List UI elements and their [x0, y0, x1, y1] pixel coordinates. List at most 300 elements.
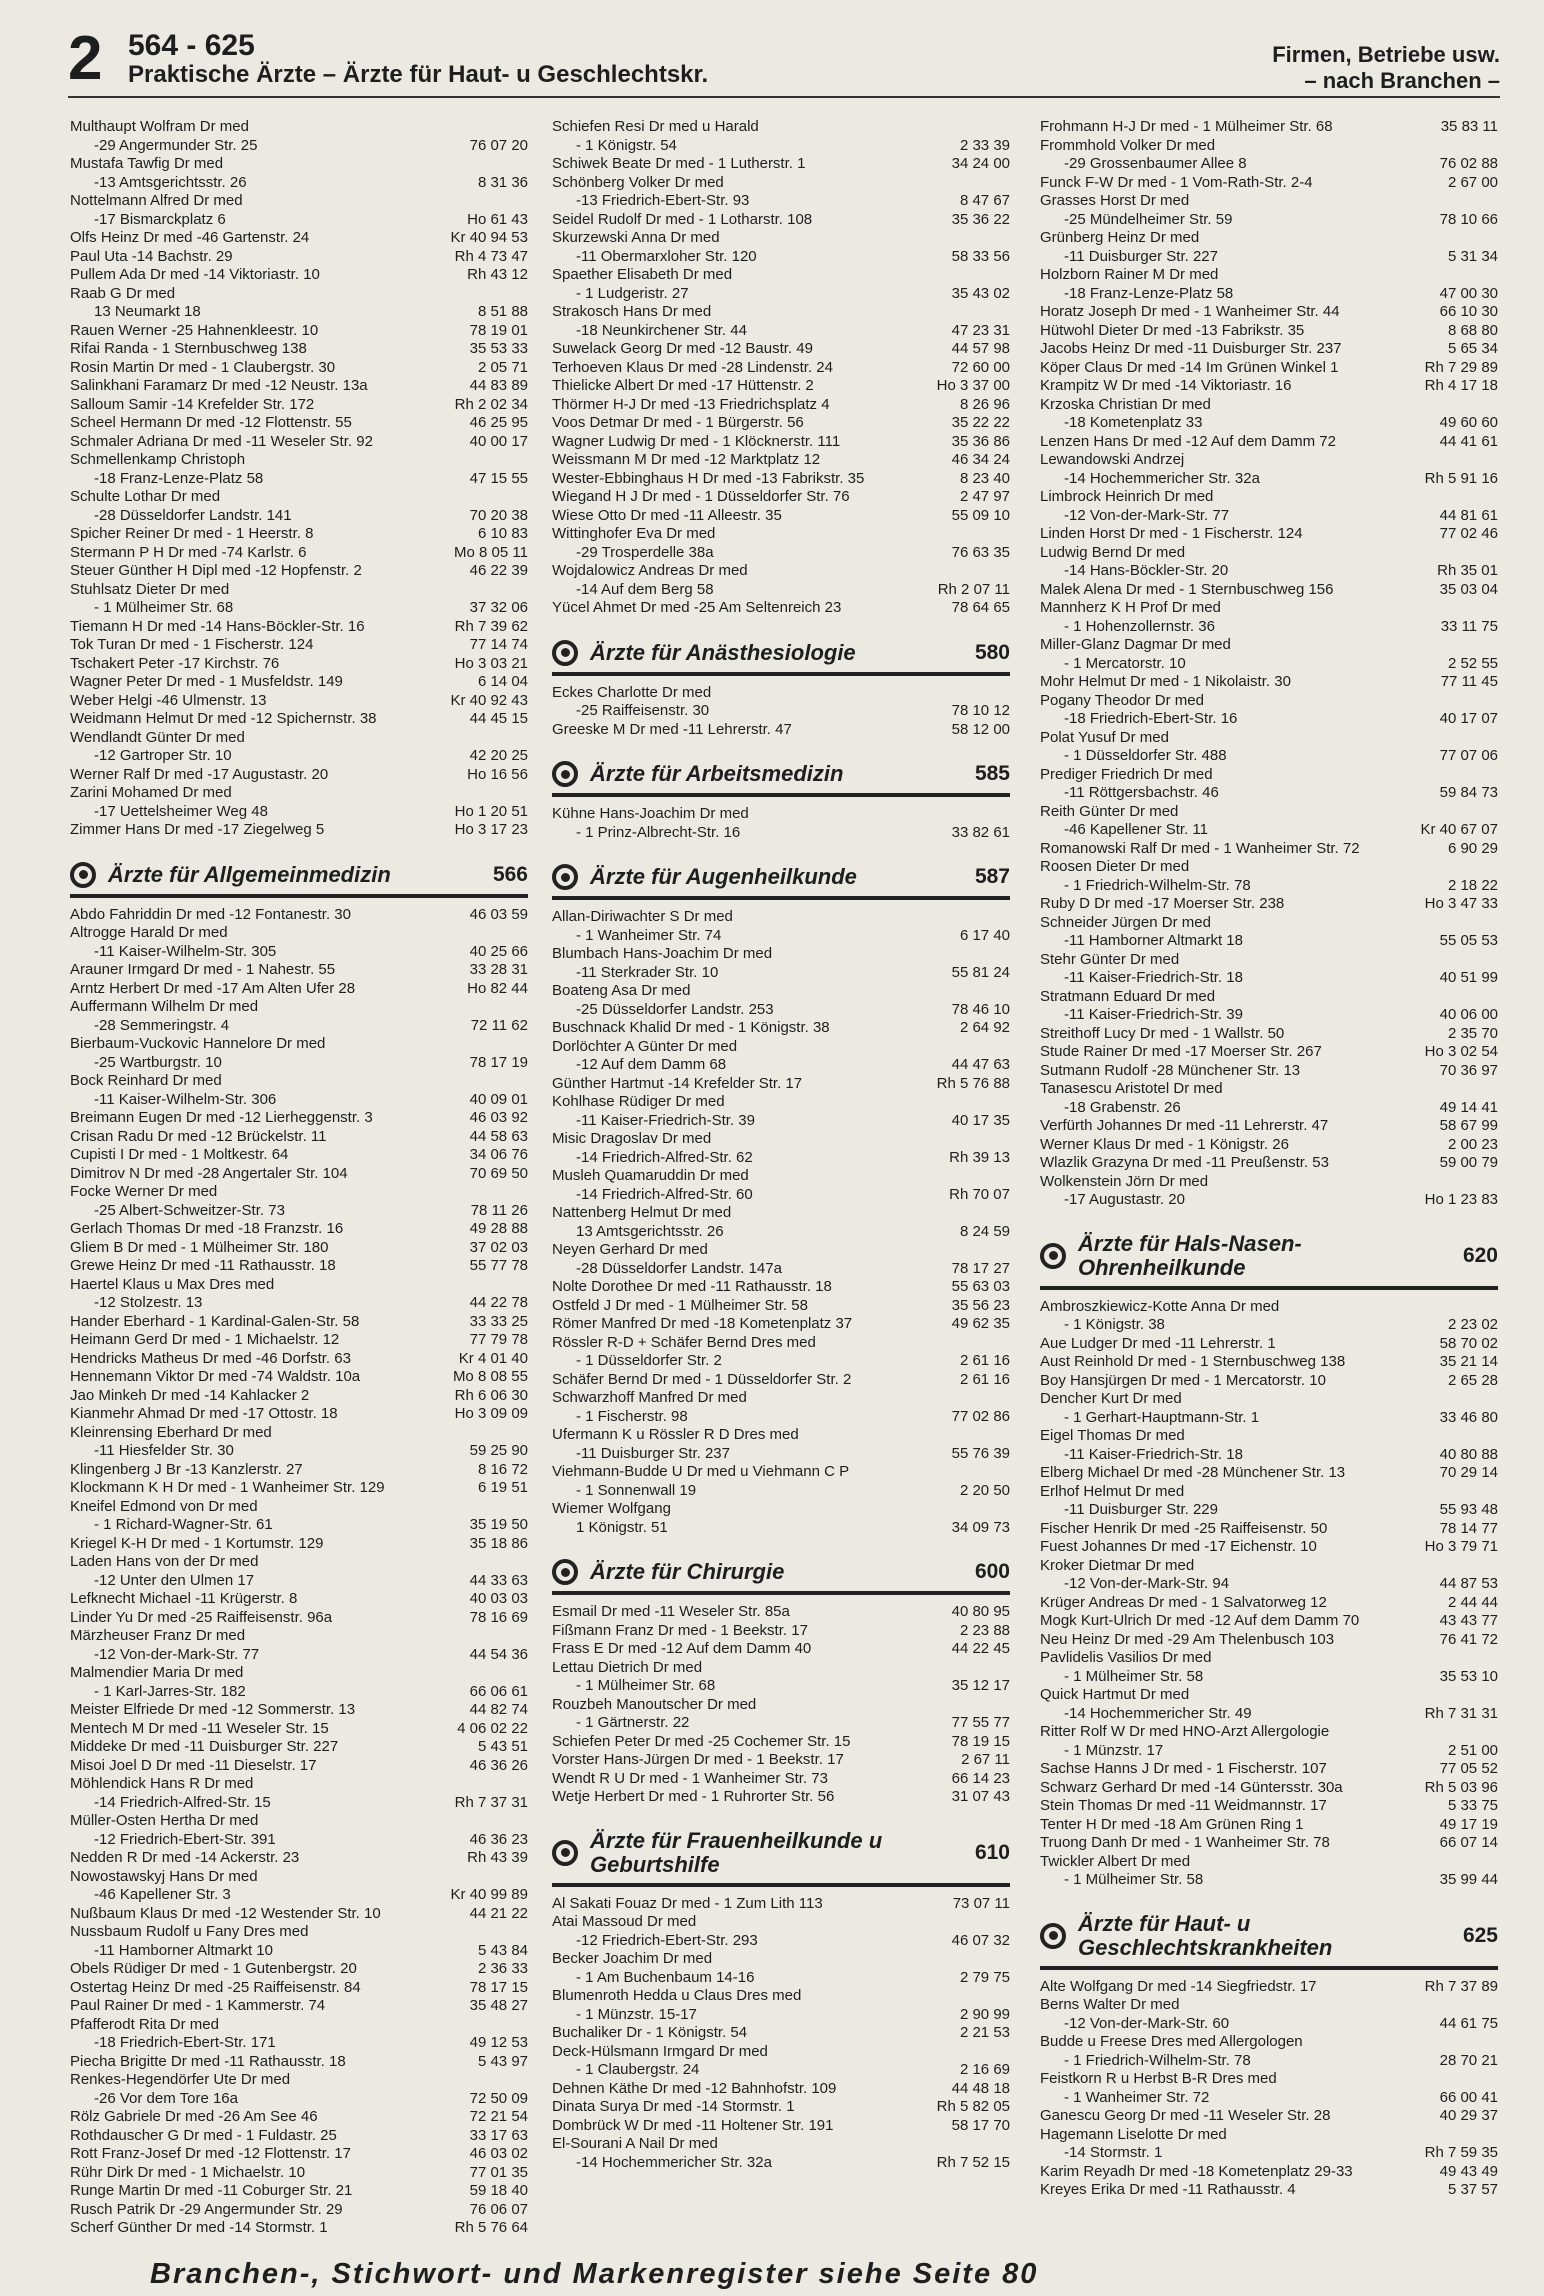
- phone-number: 40 25 66: [469, 942, 528, 960]
- phone-number: 35 22 22: [951, 414, 1010, 431]
- listing-text: Mentech M Dr med -11 Weseler Str. 15: [70, 1719, 329, 1737]
- listing-name-line: [70, 525, 528, 544]
- listing-name-line: [70, 1757, 528, 1776]
- listing-entry: [70, 1109, 528, 1128]
- listing-text: Linden Horst Dr med - 1 Fischerstr. 124: [1040, 525, 1303, 542]
- phone-number: 33 17 63: [469, 2126, 528, 2144]
- listing-entry: [552, 2117, 1010, 2136]
- phone-number: Rh 7 59 35: [1424, 2144, 1498, 2161]
- listing-name-line: [552, 1093, 1010, 1112]
- listing-name-line: [552, 1696, 1010, 1715]
- listing-text: -14 Stormstr. 1: [1064, 2144, 1163, 2161]
- listing-text: Hander Eberhard - 1 Kardinal-Galen-Str. 58: [70, 1312, 360, 1330]
- listing-address-line: [1040, 877, 1498, 896]
- listing-entry: [552, 229, 1010, 266]
- listing-name-line: [1040, 1538, 1498, 1557]
- listing-entry: [1040, 192, 1498, 229]
- listing-entry: [552, 414, 1010, 433]
- target-bullet-icon: [70, 862, 96, 888]
- listing-name-line: [70, 692, 528, 711]
- listing-name-line: [552, 2080, 1010, 2099]
- listing-entry: [552, 1371, 1010, 1390]
- listing-entry: [70, 1183, 528, 1220]
- phone-number: 2 23 02: [1447, 1316, 1498, 1333]
- listing-entry: [70, 285, 528, 322]
- listing-name-line: [552, 359, 1010, 378]
- listing-name-line: [70, 1072, 528, 1091]
- listing-text: Tiemann H Dr med -14 Hans-Böckler-Str. 16: [70, 617, 365, 635]
- listing-name-line: [552, 1770, 1010, 1789]
- listing-text: Elberg Michael Dr med -28 Münchener Str. 13: [1040, 1464, 1346, 1481]
- phone-number: Rh 4 73 47: [454, 247, 528, 265]
- listing-name-line: [70, 1701, 528, 1720]
- listing-text: Tanasescu Aristotel Dr med: [1040, 1080, 1223, 1097]
- listing-address-line: [1040, 2089, 1498, 2108]
- listing-entry: [70, 906, 528, 925]
- listing-text: Schiwek Beate Dr med - 1 Lutherstr. 1: [552, 155, 806, 172]
- listing-text: Grewe Heinz Dr med -11 Rathausstr. 18: [70, 1257, 336, 1274]
- listing-entry: [70, 2053, 528, 2072]
- footer-note: Branchen-, Stichwort- und Markenregister siehe Seite 80: [150, 2258, 1039, 2290]
- listing-text: - 1 Düsseldorfer Str. 2: [576, 1352, 722, 1369]
- listing-text: Ganescu Georg Dr med -11 Weseler Str. 28: [1040, 2107, 1331, 2124]
- listing-text: Wolkenstein Jörn Dr med: [1040, 1172, 1209, 1190]
- listing-name-line: [1040, 2163, 1498, 2182]
- section-heading: [552, 761, 1010, 797]
- listing-entry: [552, 945, 1010, 982]
- phone-number: 35 36 22: [951, 210, 1010, 228]
- listing-name-line: [1040, 1557, 1498, 1576]
- listing-entry: [552, 908, 1010, 945]
- listing-entry: [552, 1389, 1010, 1426]
- listing-name-line: [1040, 1853, 1498, 1872]
- listing-entry: [552, 1751, 1010, 1770]
- phone-number: Rh 7 31 31: [1424, 1704, 1498, 1722]
- phone-number: 46 03 02: [469, 2145, 528, 2162]
- listing-address-line: [552, 1186, 1010, 1205]
- phone-number: 78 14 77: [1439, 1519, 1498, 1537]
- phone-number: 46 22 39: [469, 562, 528, 579]
- listing-entry: [1040, 1594, 1498, 1613]
- phone-number: 46 25 95: [469, 414, 528, 431]
- listing-text: Grasses Horst Dr med: [1040, 192, 1190, 209]
- listing-text: -12 Von-der-Mark-Str. 94: [1064, 1575, 1230, 1592]
- phone-number: 59 84 73: [1439, 784, 1498, 801]
- section-heading: [70, 862, 528, 898]
- listing-text: -12 Von-der-Mark-Str. 77: [1064, 506, 1230, 524]
- phone-number: 76 07 20: [469, 136, 528, 154]
- phone-number: 72 21 54: [469, 2108, 528, 2125]
- listing-text: Stehr Günter Dr med: [1040, 950, 1180, 968]
- listing-text: Twickler Albert Dr med: [1040, 1852, 1191, 1870]
- phone-number: 77 79 78: [469, 1331, 528, 1348]
- listing-name-line: [1040, 229, 1498, 248]
- phone-number: 49 28 88: [469, 1220, 528, 1237]
- listing-name-line: [552, 1241, 1010, 1260]
- listing-text: Schulte Lothar Dr med: [70, 488, 221, 505]
- listing-entry: [1040, 636, 1498, 673]
- listing-text: Rössler R-D + Schäfer Bernd Dres med: [552, 1333, 816, 1351]
- phone-number: Rh 5 76 64: [454, 2219, 528, 2236]
- listing-entry: [70, 2219, 528, 2238]
- phone-number: 2 64 92: [959, 1019, 1010, 1036]
- listing-name-line: [70, 581, 528, 600]
- listing-text: Pogany Theodor Dr med: [1040, 691, 1204, 709]
- listing-name-line: [1040, 1978, 1498, 1997]
- listing-entry: [552, 599, 1010, 618]
- listing-name-line: [552, 396, 1010, 415]
- listing-text: Nussbaum Rudolf u Fany Dres med: [70, 1923, 309, 1940]
- listing-name-line: [1040, 1043, 1498, 1062]
- listing-entry: [70, 1387, 528, 1406]
- listing-name-line: [70, 2108, 528, 2127]
- listing-entry: [552, 1204, 1010, 1241]
- listing-address-line: [1040, 155, 1498, 174]
- listing-text: -18 Franz-Lenze-Platz 58: [94, 469, 264, 487]
- listing-name-line: [70, 710, 528, 729]
- listing-name-line: [552, 1463, 1010, 1482]
- phone-number: 5 43 51: [477, 1738, 528, 1755]
- listing-address-line: [552, 1352, 1010, 1371]
- listing-name-line: [552, 982, 1010, 1001]
- listing-name-line: [552, 1659, 1010, 1678]
- listing-name-line: [552, 174, 1010, 193]
- listing-text: - 1 Richard-Wagner-Str. 61: [94, 1516, 273, 1533]
- listing-entry: [70, 1997, 528, 2016]
- listing-entry: [1040, 544, 1498, 581]
- listing-text: Neu Heinz Dr med -29 Am Thelenbusch 103: [1040, 1630, 1335, 1648]
- listing-name-line: [70, 1479, 528, 1498]
- listing-name-line: [1040, 1594, 1498, 1613]
- listing-address-line: [1040, 562, 1498, 581]
- phone-number: 59 00 79: [1439, 1154, 1498, 1171]
- section-code: 587: [974, 865, 1010, 888]
- phone-number: 34 24 00: [951, 155, 1010, 172]
- listing-text: Schiefen Resi Dr med u Harald: [552, 118, 759, 135]
- listing-name-line: [552, 562, 1010, 581]
- listing-name-line: [70, 655, 528, 674]
- listing-name-line: [552, 1622, 1010, 1641]
- listing-text: Musleh Quamaruddin Dr med: [552, 1167, 749, 1184]
- listing-entry: [1040, 174, 1498, 193]
- listing-text: -14 Hochemmericher Str. 49: [1064, 1704, 1252, 1722]
- phone-number: 8 31 36: [477, 173, 528, 191]
- listing-entry: [552, 2024, 1010, 2043]
- phone-number: 58 33 56: [951, 247, 1010, 265]
- listing-entry: [552, 1167, 1010, 1204]
- phone-number: 8 16 72: [477, 1460, 528, 1478]
- listing-name-line: [552, 303, 1010, 322]
- listing-text: Feistkorn R u Herbst B-R Dres med: [1040, 2070, 1277, 2087]
- listing-entry: [552, 2135, 1010, 2172]
- section-code: 620: [1462, 1243, 1498, 1267]
- phone-number: 46 03 92: [469, 1109, 528, 1126]
- listing-name-line: [1040, 1464, 1498, 1483]
- listing-text: 1 Königstr. 51: [576, 1518, 668, 1536]
- phone-number: 47 15 55: [469, 469, 528, 487]
- listing-text: Frommhold Volker Dr med: [1040, 136, 1216, 154]
- listing-text: Malek Alena Dr med - 1 Sternbuschweg 156: [1040, 580, 1334, 598]
- listing-text: Quick Hartmut Dr med: [1040, 1686, 1190, 1703]
- listing-text: -18 Franz-Lenze-Platz 58: [1064, 284, 1234, 302]
- listing-text: - 1 Gerhart-Hauptmann-Str. 1: [1064, 1408, 1260, 1426]
- listing-entry: [552, 1297, 1010, 1316]
- listing-name-line: [1040, 1353, 1498, 1372]
- listing-name-line: [70, 1405, 528, 1424]
- listing-text: Misoi Joel D Dr med -11 Dieselstr. 17: [70, 1756, 317, 1774]
- page-subtitle: Praktische Ärzte – Ärzte für Haut- u Geschlechtskr.: [128, 61, 709, 88]
- listing-entry: [1040, 692, 1498, 729]
- phone-number: 2 36 33: [477, 1960, 528, 1977]
- listing-text: Pfafferodt Rita Dr med: [70, 2015, 219, 2033]
- listing-text: -28 Semmeringstr. 4: [94, 1016, 230, 1034]
- listing-text: -11 Kaiser-Friedrich-Str. 18: [1064, 969, 1243, 986]
- listing-entry: [70, 784, 528, 821]
- listing-text: -13 Amtsgerichtsstr. 26: [94, 173, 247, 191]
- section-heading: [552, 1559, 1010, 1595]
- listing-text: -12 Von-der-Mark-Str. 60: [1064, 2014, 1230, 2032]
- listing-entry: [552, 396, 1010, 415]
- listing-name-line: [70, 488, 528, 507]
- listing-name-line: [70, 1979, 528, 1998]
- listing-entry: [552, 155, 1010, 174]
- listing-text: Hagemann Liselotte Dr med: [1040, 2125, 1227, 2143]
- listing-text: Schwarz Gerhard Dr med -14 Güntersstr. 30a: [1040, 1778, 1343, 1796]
- listing-text: Greeske M Dr med -11 Lehrerstr. 47: [552, 720, 792, 738]
- listing-entry: [70, 451, 528, 488]
- listing-entry: [70, 414, 528, 433]
- listing-entry: [70, 377, 528, 396]
- listing-name-line: [1040, 396, 1498, 415]
- listing-name-line: [70, 2071, 528, 2090]
- listing-entry: [552, 562, 1010, 599]
- listing-entry: [1040, 581, 1498, 600]
- listing-text: -18 Grabenstr. 26: [1064, 1098, 1181, 1116]
- listing-address-line: [552, 1677, 1010, 1696]
- phone-number: 46 34 24: [951, 451, 1010, 468]
- phone-number: 72 11 62: [470, 1016, 528, 1034]
- listing-text: Ludwig Bernd Dr med: [1040, 543, 1186, 561]
- listing-name-line: [552, 1950, 1010, 1969]
- listing-text: Kohlhase Rüdiger Dr med: [552, 1093, 725, 1110]
- listing-text: Schmellenkamp Christoph: [70, 451, 246, 468]
- listing-entry: [552, 1950, 1010, 1987]
- listing-entry: [1040, 2181, 1498, 2200]
- phone-number: 2 16 69: [959, 2061, 1010, 2078]
- listing-entry: [70, 1239, 528, 1258]
- listing-entry: [70, 359, 528, 378]
- listing-text: Nußbaum Klaus Dr med -12 Westender Str. 10: [70, 1904, 381, 1922]
- listing-name-line: [70, 673, 528, 692]
- listing-text: -26 Vor dem Tore 16a: [94, 2089, 238, 2107]
- listing-text: - 1 Mülheimer Str. 68: [576, 1677, 716, 1694]
- phone-number: Rh 5 91 16: [1424, 469, 1498, 487]
- listing-entry: [70, 1775, 528, 1812]
- listing-address-line: [1040, 1705, 1498, 1724]
- section-code: 566: [492, 862, 528, 886]
- listing-name-line: [552, 1315, 1010, 1334]
- listing-text: -11 Kaiser-Friedrich-Str. 39: [1064, 1006, 1243, 1023]
- listing-entry: [552, 1696, 1010, 1733]
- listing-name-line: [552, 2043, 1010, 2062]
- listing-text: Dombrück W Dr med -11 Holtener Str. 191: [552, 2116, 834, 2134]
- listing-text: Auffermann Wilhelm Dr med: [70, 998, 259, 1015]
- listing-text: Hütwohl Dieter Dr med -13 Fabrikstr. 35: [1040, 321, 1305, 339]
- phone-number: 78 64 65: [951, 599, 1010, 616]
- listing-text: -12 Auf dem Damm 68: [576, 1056, 727, 1073]
- listing-text: Olfs Heinz Dr med -46 Gartenstr. 24: [70, 229, 310, 246]
- listing-name-line: [1040, 192, 1498, 211]
- listing-text: Obels Rüdiger Dr med - 1 Gutenbergstr. 20: [70, 1960, 357, 1977]
- listing-name-line: [1040, 1686, 1498, 1705]
- phone-number: Mo 8 08 55: [452, 1368, 528, 1385]
- listing-text: Romanowski Ralf Dr med - 1 Wanheimer Str. 72: [1040, 839, 1360, 857]
- listing-address-line: [1040, 414, 1498, 433]
- listing-entry: [1040, 1649, 1498, 1686]
- listing-entry: [1040, 1631, 1498, 1650]
- listing-text: Zarini Mohamed Dr med: [70, 784, 232, 801]
- listing-text: Rouzbeh Manoutscher Dr med: [552, 1695, 757, 1713]
- directory-column-2: [552, 118, 1010, 2172]
- listing-text: - 1 Friedrich-Wilhelm-Str. 78: [1064, 2051, 1251, 2069]
- listing-name-line: [1040, 137, 1498, 156]
- listing-text: Tenter H Dr med -18 Am Grünen Ring 1: [1040, 1815, 1304, 1833]
- listing-text: Boateng Asa Dr med: [552, 982, 691, 999]
- listing-text: Schneider Jürgen Dr med: [1040, 913, 1211, 931]
- listing-text: Skurzewski Anna Dr med: [552, 229, 720, 246]
- listing-entry: [1040, 137, 1498, 174]
- listing-entry: [1040, 1686, 1498, 1723]
- listing-address-line: [1040, 932, 1498, 951]
- phone-number: 5 37 57: [1447, 2181, 1498, 2198]
- phone-number: 78 16 69: [469, 1608, 528, 1626]
- listing-address-line: [1040, 1099, 1498, 1118]
- phone-number: 44 81 61: [1439, 506, 1498, 524]
- listing-name-line: [70, 1868, 528, 1887]
- listing-name-line: [70, 1146, 528, 1165]
- listing-name-line: [552, 1204, 1010, 1223]
- listing-name-line: [70, 1923, 528, 1942]
- listing-name-line: [552, 1130, 1010, 1149]
- listing-text: -28 Düsseldorfer Landstr. 147a: [576, 1259, 782, 1277]
- listing-text: Lenzen Hans Dr med -12 Auf dem Damm 72: [1040, 432, 1336, 450]
- listing-text: Krüger Andreas Dr med - 1 Salvatorweg 12: [1040, 1593, 1327, 1611]
- phone-number: 40 06 00: [1439, 1006, 1498, 1023]
- listing-text: Kianmehr Ahmad Dr med -17 Ottostr. 18: [70, 1405, 338, 1422]
- listing-address-line: [552, 1932, 1010, 1951]
- listing-entry: [552, 1640, 1010, 1659]
- listing-text: Eckes Charlotte Dr med: [552, 683, 712, 701]
- listing-address-line: [1040, 2052, 1498, 2071]
- listing-address-line: [1040, 1501, 1498, 1520]
- listing-text: Kreyes Erika Dr med -11 Rathausstr. 4: [1040, 2181, 1296, 2198]
- phone-number: 49 43 49: [1439, 2162, 1498, 2180]
- listing-text: Wester-Ebbinghaus H Dr med -13 Fabrikstr. 35: [552, 469, 865, 487]
- listing-text: - 1 Karl-Jarres-Str. 182: [94, 1682, 246, 1700]
- listing-text: Scherf Günther Dr med -14 Stormstr. 1: [70, 2219, 328, 2236]
- listing-name-line: [70, 2053, 528, 2072]
- listing-address-line: [70, 1646, 528, 1665]
- listing-name-line: [1040, 118, 1498, 137]
- listing-text: Pullem Ada Dr med -14 Viktoriastr. 10: [70, 266, 320, 283]
- listing-name-line: [70, 1257, 528, 1276]
- listing-text: Terhoeven Klaus Dr med -28 Lindenstr. 24: [552, 358, 833, 376]
- phone-number: 78 19 15: [951, 1732, 1010, 1750]
- listing-text: Reith Günter Dr med: [1040, 802, 1179, 820]
- listing-address-line: [70, 1091, 528, 1110]
- listing-text: Prediger Friedrich Dr med: [1040, 765, 1213, 783]
- category-code-range: 564 - 625: [128, 29, 255, 62]
- listing-text: Al Sakati Fouaz Dr med - 1 Zum Lith 113: [552, 1894, 823, 1912]
- listing-text: -12 Friedrich-Ebert-Str. 293: [576, 1931, 758, 1949]
- listing-text: Ostfeld J Dr med - 1 Mülheimer Str. 58: [552, 1296, 808, 1314]
- listing-name-line: [1040, 303, 1498, 322]
- listing-address-line: [1040, 1006, 1498, 1025]
- listing-text: Becker Joachim Dr med: [552, 1950, 713, 1967]
- listing-entry: [70, 924, 528, 961]
- listing-entry: [1040, 266, 1498, 303]
- listing-name-line: [70, 1387, 528, 1406]
- listing-entry: [1040, 1612, 1498, 1631]
- phone-number: 2 51 00: [1447, 1741, 1498, 1759]
- listing-text: Wetje Herbert Dr med - 1 Ruhrorter Str. 56: [552, 1788, 835, 1805]
- listing-entry: [70, 1609, 528, 1628]
- listing-name-line: [70, 618, 528, 637]
- phone-number: Ho 3 03 21: [454, 654, 528, 672]
- listing-name-line: [552, 1426, 1010, 1445]
- listing-name-line: [70, 766, 528, 785]
- listing-entry: [70, 1535, 528, 1554]
- listing-entry: [70, 192, 528, 229]
- phone-number: 58 12 00: [951, 720, 1010, 738]
- listing-text: Erlhof Helmut Dr med: [1040, 1482, 1185, 1500]
- listing-text: - 1 Wanheimer Str. 72: [1064, 2088, 1210, 2106]
- phone-number: 77 14 74: [469, 636, 528, 653]
- listing-text: - 1 Münzstr. 17: [1064, 1741, 1164, 1759]
- listing-entry: [1040, 1136, 1498, 1155]
- listing-entry: [552, 340, 1010, 359]
- phone-number: 78 10 66: [1439, 210, 1498, 228]
- listing-address-line: [552, 1149, 1010, 1168]
- listing-entry: [552, 470, 1010, 489]
- listing-name-line: [1040, 266, 1498, 285]
- listing-entry: [552, 118, 1010, 155]
- listing-text: Renkes-Hegendörfer Ute Dr med: [70, 2071, 291, 2088]
- listing-address-line: [552, 824, 1010, 843]
- listing-text: -14 Hochemmericher Str. 32a: [1064, 469, 1260, 487]
- listing-entry: [552, 1093, 1010, 1130]
- listing-text: -11 Hiesfelder Str. 30: [94, 1442, 234, 1459]
- phone-number: Ho 3 47 33: [1424, 895, 1498, 912]
- listing-name-line: [70, 1239, 528, 1258]
- phone-number: 44 87 53: [1439, 1575, 1498, 1592]
- listing-entry: [1040, 2070, 1498, 2107]
- listing-text: Verfürth Johannes Dr med -11 Lehrerstr. 47: [1040, 1117, 1329, 1134]
- listing-name-line: [552, 2098, 1010, 2117]
- phone-number: 44 21 22: [469, 1904, 528, 1922]
- listing-name-line: [1040, 1816, 1498, 1835]
- listing-text: Blumbach Hans-Joachim Dr med: [552, 945, 773, 962]
- section-title: Ärzte für Anästhesiologie: [590, 639, 856, 665]
- listing-entry: [70, 655, 528, 674]
- phone-number: Mo 8 05 11: [454, 543, 528, 561]
- listing-text: Voos Detmar Dr med - 1 Bürgerstr. 56: [552, 414, 804, 431]
- listing-text: Kroker Dietmar Dr med: [1040, 1556, 1195, 1574]
- phone-number: 77 02 86: [951, 1407, 1010, 1425]
- listing-entry: [70, 1923, 528, 1960]
- listing-address-line: [1040, 248, 1498, 267]
- listing-entry: [70, 1368, 528, 1387]
